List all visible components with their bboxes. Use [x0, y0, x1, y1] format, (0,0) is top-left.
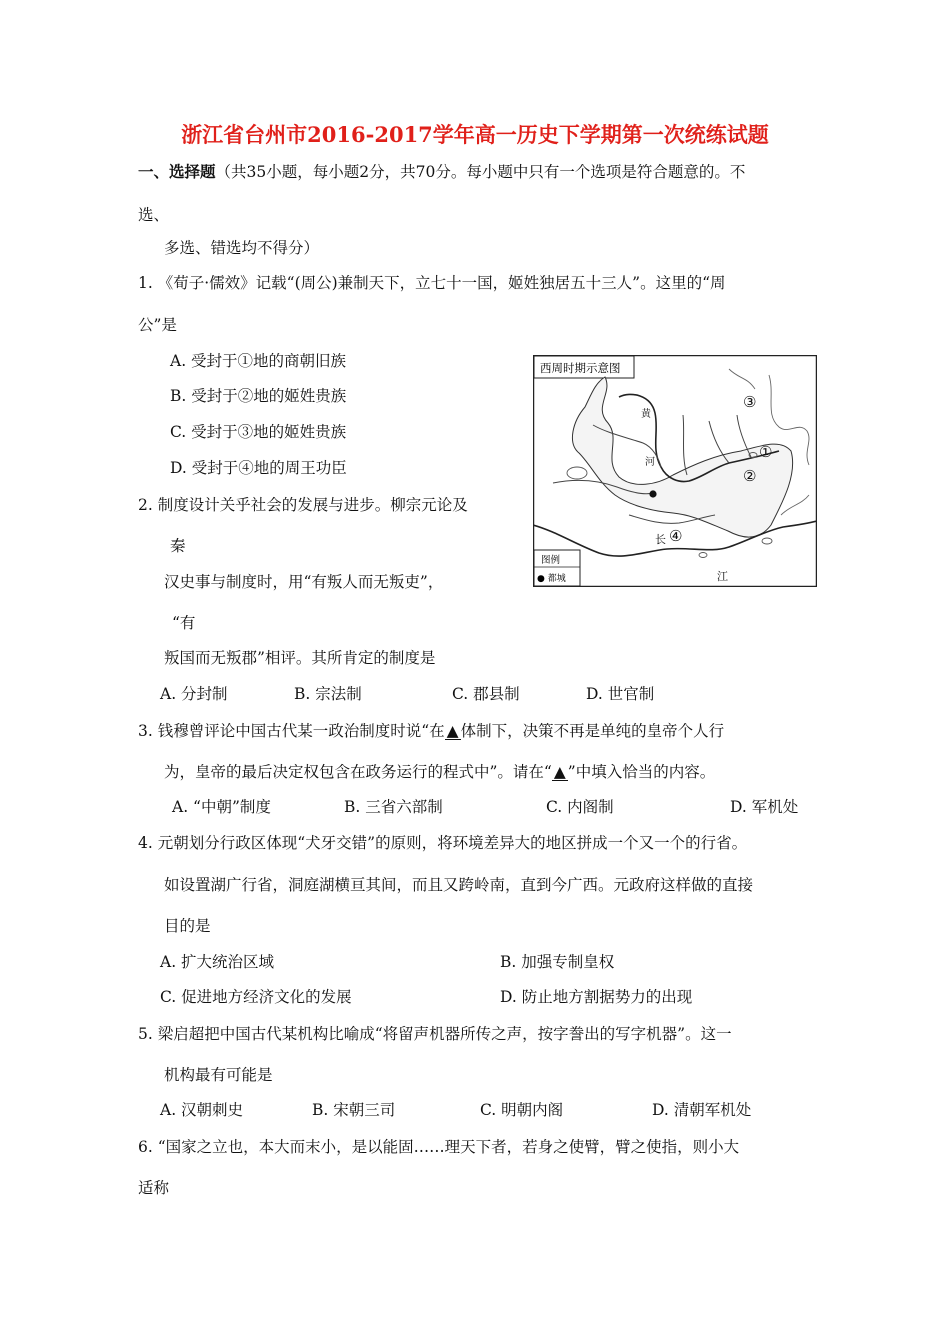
map-label-yellow: 黄	[641, 409, 651, 420]
section-instructions	[138, 162, 745, 182]
map-label-3: ③	[743, 393, 757, 411]
map-label-2: ②	[743, 467, 757, 485]
map-label-chang: 长	[655, 533, 666, 546]
map-label-river: 河	[645, 457, 655, 468]
map-label-4: ④	[669, 527, 683, 545]
q3-line-2-start: 为，皇帝的最后决定权包含在政务运行的程式中”。请在“	[164, 763, 552, 781]
q1-option-b: B. 受封于②地的姬姓贵族	[170, 387, 347, 405]
legend-title: 图例	[541, 555, 561, 566]
q4-line-1: 4. 元朝划分行政区体现“犬牙交错”的原则，将环境差异大的地区拼成一个又一个的行省。	[138, 834, 748, 852]
q3-option-b: B. 三省六部制	[344, 798, 443, 816]
q3-line-2-end: ”中填入恰当的内容。	[567, 763, 716, 781]
q5-option-c: C. 明朝内阁	[480, 1101, 564, 1119]
q2-option-b: B. 宗法制	[294, 685, 362, 703]
q4-option-b: B. 加强专制皇权	[500, 953, 615, 971]
q1-stem-continued: 公”是	[138, 316, 177, 334]
western-zhou-map	[533, 355, 817, 587]
q1-option-a: A. 受封于①地的商朝旧族	[170, 352, 347, 370]
q2-option-d: D. 世官制	[586, 685, 655, 703]
q4-option-c: C. 促进地方经济文化的发展	[160, 988, 352, 1006]
capital-city-marker	[649, 490, 656, 497]
q2-line-2: 秦	[170, 537, 186, 555]
q3-line-1-end: 体制下，决策不再是单纯的皇帝个人行	[460, 722, 725, 740]
q4-option-d: D. 防止地方割据势力的出现	[500, 988, 693, 1006]
q1-option-c: C. 受封于③地的姬姓贵族	[170, 423, 347, 441]
section-note-continued-2: 多选、错选均不得分）	[164, 239, 320, 257]
q4-option-a: A. 扩大统治区域	[160, 953, 275, 971]
q4-line-2: 如设置湖广行省，洞庭湖横亘其间，而且又跨岭南，直到今广西。元政府这样做的直接	[164, 876, 754, 894]
q5-line-1: 5. 梁启超把中国古代某机构比喻成“将留声机器所传之声，按字誊出的写字机器”。这一	[138, 1025, 732, 1043]
q1-option-d: D. 受封于④地的周王功臣	[170, 459, 347, 477]
q3-blank-2: ▲	[553, 763, 566, 781]
q5-option-b: B. 宋朝三司	[312, 1101, 396, 1119]
q5-line-2: 机构最有可能是	[164, 1066, 273, 1084]
map-label-1: ①	[759, 443, 773, 461]
q6-line-1: 6. “国家之立也，本大而末小，是以能固……理天下者，若身之使臂，臂之使指，则小大	[138, 1138, 740, 1156]
map-label-jiang: 江	[717, 570, 728, 583]
q3-blank-1: ▲	[446, 722, 459, 740]
q5-option-a: A. 汉朝刺史	[160, 1101, 244, 1119]
q4-line-3: 目的是	[164, 917, 211, 935]
map-title: 西周时期示意图	[540, 361, 621, 375]
q3-line-2	[164, 762, 715, 782]
q6-line-2: 适称	[138, 1179, 170, 1197]
q3-line-1-start: 3. 钱穆曾评论中国古代某一政治制度时说“在	[138, 722, 445, 740]
q2-line-5: 叛国而无叛郡”相评。其所肯定的制度是	[164, 649, 436, 667]
q2-line-1: 2. 制度设计关乎社会的发展与进步。柳宗元论及	[138, 496, 468, 514]
q2-line-3: 汉史事与制度时，用“有叛人而无叛吏”，	[164, 573, 444, 591]
exam-title: 浙江省台州市2016-2017学年高一历史下学期第一次统练试题	[181, 122, 769, 147]
q2-option-c: C. 郡县制	[452, 685, 520, 703]
q3-option-d: D. 军机处	[730, 798, 799, 816]
section-note: （共35小题，每小题2分，共70分。每小题中只有一个选项是符合题意的。不	[215, 163, 746, 181]
q2-line-4: “有	[172, 614, 196, 632]
q3-option-c: C. 内阁制	[546, 798, 614, 816]
section-heading: 一、选择题	[138, 162, 216, 181]
q1-stem: 1. 《荀子·儒效》记载“(周公)兼制天下，立七十一国，姬姓独居五十三人”。这里的“周	[138, 274, 726, 292]
q5-option-d: D. 清朝军机处	[652, 1101, 752, 1119]
legend-item: ● 都城	[537, 574, 566, 584]
q3-line-1	[138, 721, 724, 741]
section-note-continued: 选、	[138, 206, 170, 224]
q3-option-a: A. “中朝”制度	[172, 798, 271, 816]
q2-option-a: A. 分封制	[160, 685, 228, 703]
